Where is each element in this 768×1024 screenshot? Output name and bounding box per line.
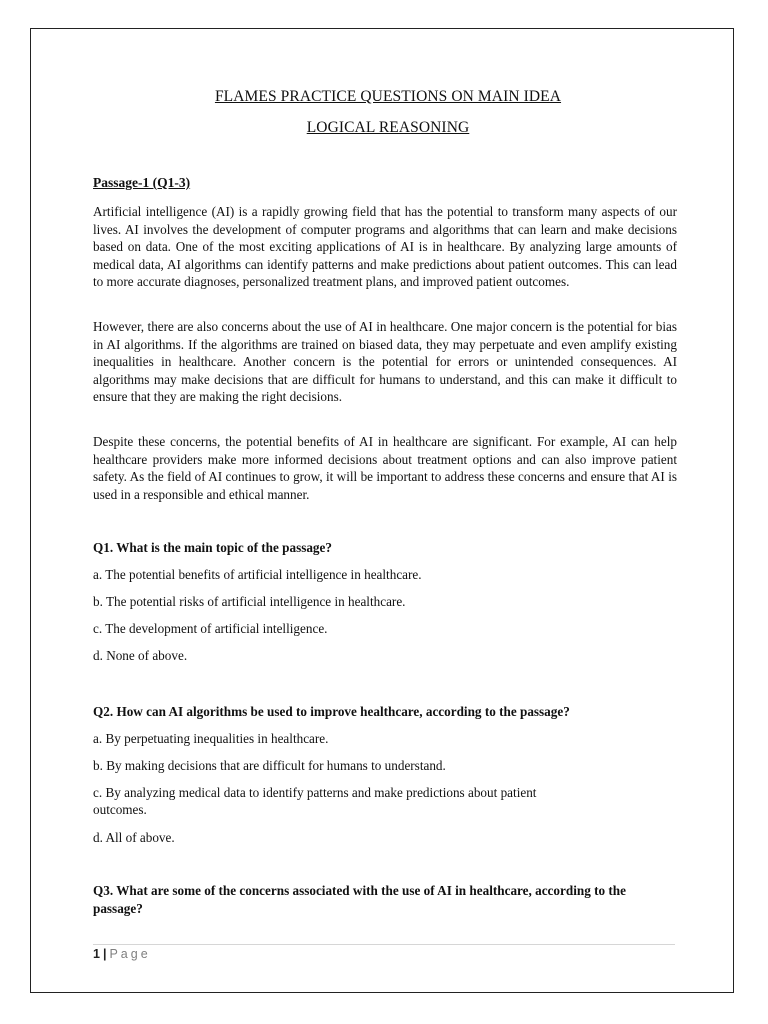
question-2-option-b: b. By making decisions that are difficult for humans to understand. [93, 758, 446, 773]
question-2-option-d: d. All of above. [93, 830, 175, 845]
passage-paragraph: However, there are also concerns about the use of AI in healthcare. One major concern is the potential for bias in AI algorithms. If the algorithms are trained on biased data, they may perpetuate and even amplify existing inequalities in healthcare. Another concern is the potential for errors or unintended consequences. AI algorithms may make decisions that are difficult for humans to understand, and this can make it difficult to ensure that they are making the right decisions. [93, 319, 677, 405]
question-1: Q1. What is the main topic of the passage? [93, 540, 332, 555]
question-2: Q2. How can AI algorithms be used to improve healthcare, according to the passage? [93, 704, 570, 719]
question-1-option-c: c. The development of artificial intelligence. [93, 621, 328, 636]
page-number: 1 [93, 947, 100, 961]
page-footer [93, 947, 151, 961]
question-1-option-d: d. None of above. [93, 648, 188, 663]
document-title: FLAMES PRACTICE QUESTIONS ON MAIN IDEA [214, 88, 562, 105]
question-3: Q3. What are some of the concerns associated with the use of AI in healthcare, according to the passage? [93, 883, 626, 916]
passage-heading: Passage-1 (Q1-3) [93, 175, 191, 190]
question-1-option-b: b. The potential risks of artificial intelligence in healthcare. [93, 594, 406, 609]
question-2-option-a: a. By perpetuating inequalities in healthcare. [93, 731, 329, 746]
question-1-option-a: a. The potential benefits of artificial intelligence in healthcare. [93, 567, 422, 582]
footer-divider [93, 944, 675, 945]
passage-paragraph: Despite these concerns, the potential benefits of AI in healthcare are significant. For example, AI can help healthcare providers make more informed decisions about treatment options and can also improve patient safety. As the field of AI continues to grow, it will be important to address these concerns and ensure that AI is used in a responsible and ethical manner. [93, 434, 677, 502]
page-border [30, 28, 734, 993]
question-2-option-c: c. By analyzing medical data to identify patterns and make predictions about patient outcomes. [93, 785, 537, 817]
passage-paragraph: Artificial intelligence (AI) is a rapidly growing field that has the potential to transform many aspects of our lives. AI involves the development of computer programs and algorithms that can learn and make decisions based on data. One of the most exciting applications of AI is in healthcare. By analyzing large amounts of medical data, AI algorithms can identify patterns and make predictions about patient outcomes. This can lead to more accurate diagnoses, personalized treatment plans, and improved patient outcomes. [93, 204, 677, 290]
document-subtitle: LOGICAL REASONING [306, 119, 470, 136]
page-label: Page [109, 947, 151, 961]
footer-separator: | [102, 947, 107, 961]
